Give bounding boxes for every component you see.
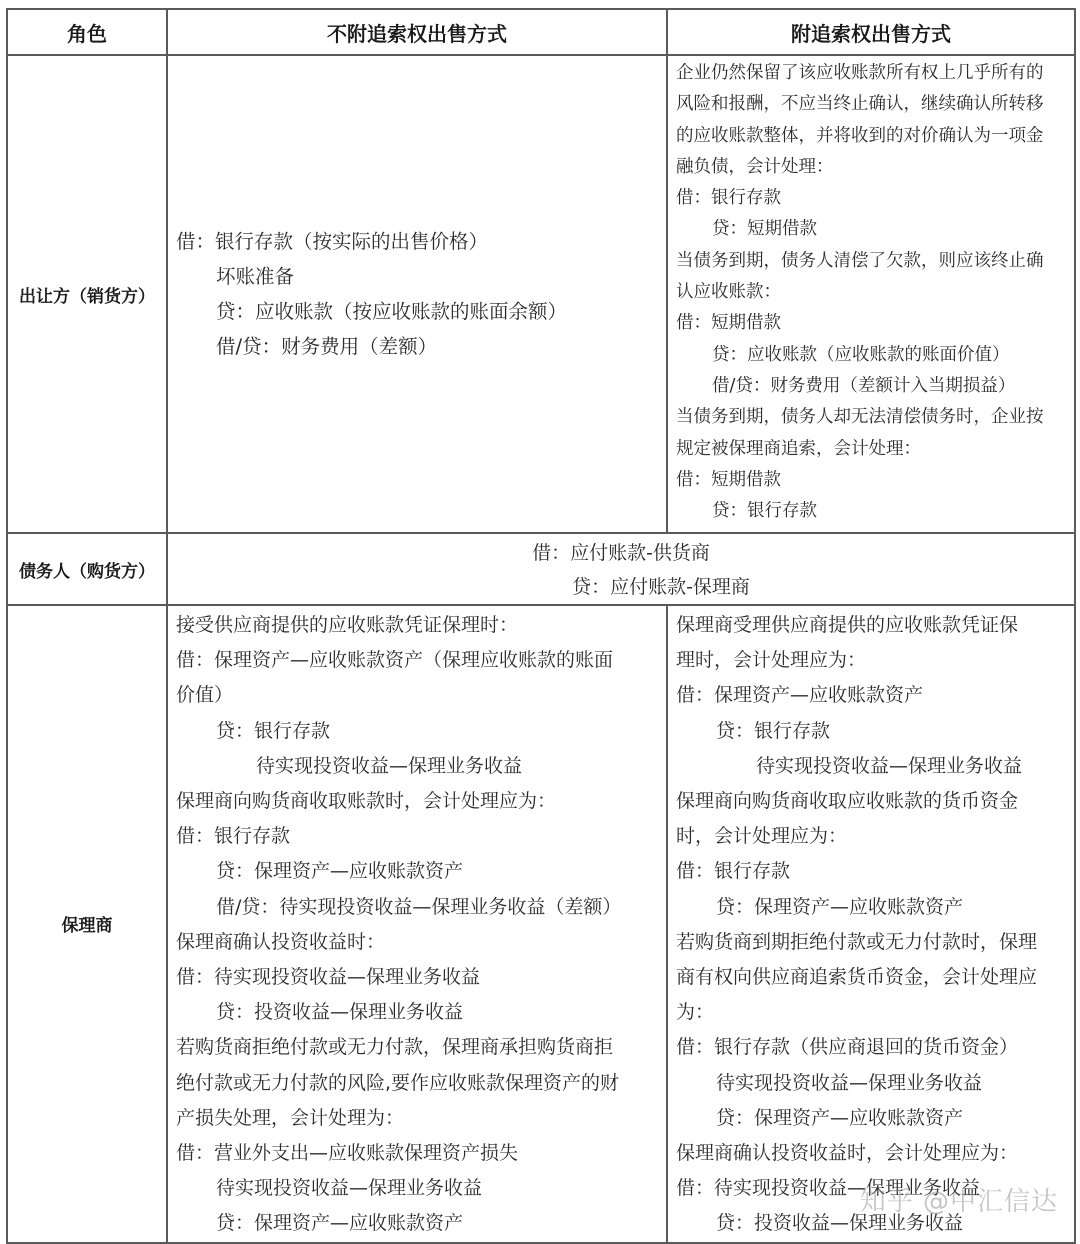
entry-line: 贷：投资收益—保理业务收益 — [716, 1212, 964, 1235]
debtor-entries-cell — [167, 533, 1075, 605]
entry-line: 保理商向购货商收取账款时，会计处理应为： — [176, 790, 557, 813]
header-with-recourse: 附追索权出售方式 — [667, 9, 1075, 55]
accounting-table — [6, 8, 1076, 1244]
debtor-row — [7, 533, 1075, 605]
entry-line: 借：营业外支出—应收账款保理资产损失 — [176, 1142, 519, 1165]
entry-line: 借/贷：待实现投资收益—保理业务收益（差额） — [216, 895, 622, 918]
entry-line: 待实现投资收益—保理业务收益 — [256, 754, 523, 777]
entry-line: 保理商受理供应商提供的应收账款凭证保 — [676, 614, 1019, 636]
zhihu-watermark: 知乎 @中汇信达 — [859, 1187, 1058, 1217]
entry-line: 融负债，会计处理： — [676, 156, 834, 177]
header-role: 角色 — [7, 9, 167, 55]
entry-line: 理时，会计处理应为： — [676, 649, 867, 672]
entry-line: 借：保理资产—应收账款资产（保理应收账款的账面 — [176, 649, 614, 672]
entry-line: 借：银行存款 — [176, 825, 291, 848]
entry-line: 保理商向购货商收取应收账款的货币资金 — [676, 790, 1019, 813]
entry-line: 借：保理资产—应收账款资产 — [676, 684, 924, 707]
entry-line: 待实现投资收益—保理业务收益 — [756, 754, 1023, 777]
seller-no-recourse-entries — [168, 224, 666, 365]
entry-line: 借：待实现投资收益—保理业务收益 — [676, 1177, 981, 1200]
entry-line: 的应收账款整体，并将收到的对价确认为一项金 — [676, 125, 1044, 146]
entry-line: 借：待实现投资收益—保理业务收益 — [176, 966, 481, 989]
factor-no-recourse-entries — [168, 606, 666, 1242]
seller-row — [7, 55, 1075, 533]
factor-role: 保理商 — [7, 605, 167, 1243]
entry-line: 时，会计处理应为： — [676, 825, 848, 848]
entry-line: 保理商确认投资收益时，会计处理应为： — [676, 1142, 1019, 1165]
debtor-entries — [168, 534, 1074, 604]
entry-line: 商有权向供应商追索货币资金，会计处理应 — [676, 966, 1038, 989]
entry-line: 借：银行存款 — [676, 860, 791, 883]
entry-line: 规定被保理商追索，会计处理： — [676, 438, 921, 459]
entry-line: 风险和报酬，不应当终止确认，继续确认所转移 — [676, 94, 1044, 115]
entry-line: 贷：保理资产—应收账款资产 — [216, 1212, 464, 1235]
entry-line: 借：银行存款 — [676, 188, 781, 209]
entry-line: 保理商确认投资收益时： — [176, 930, 386, 953]
entry-line: 借：银行存款（按实际的出售价格） — [176, 229, 489, 253]
entry-line: 贷：银行存款 — [716, 719, 831, 742]
factor-row — [7, 605, 1075, 1243]
entry-line: 借/贷：财务费用（差额计入当期损益） — [712, 375, 1016, 396]
entry-line: 待实现投资收益—保理业务收益 — [216, 1177, 483, 1200]
entry-line: 借/贷：财务费用（差额） — [216, 335, 438, 359]
entry-line: 当债务到期，债务人清偿了欠款，则应该终止确 — [676, 250, 1044, 271]
seller-role: 出让方（销货方） — [7, 55, 167, 533]
entry-line: 企业仍然保留了该应收账款所有权上几乎所有的 — [676, 63, 1044, 83]
entry-line: 若购货商到期拒绝付款或无力付款时，保理 — [676, 930, 1038, 953]
entry-line: 贷：应付账款-保理商 — [572, 576, 750, 598]
entry-line: 为： — [676, 1001, 715, 1024]
entry-line: 贷：短期借款 — [712, 219, 817, 240]
debtor-role: 债务人（购货方） — [7, 533, 167, 605]
entry-line: 价值） — [176, 684, 234, 707]
entry-line: 当债务到期，债务人却无法清偿债务时，企业按 — [676, 407, 1044, 428]
entry-line: 贷：银行存款 — [216, 719, 331, 742]
entry-line: 若购货商拒绝付款或无力付款，保理商承担购货商拒 — [176, 1036, 614, 1059]
entry-line: 贷：应收账款（应收账款的账面价值） — [712, 344, 1010, 365]
entry-line: 借：应付账款-供货商 — [532, 542, 710, 564]
entry-line: 待实现投资收益—保理业务收益 — [716, 1071, 983, 1094]
factor-no-recourse-cell — [167, 605, 667, 1243]
seller-with-recourse-entries — [668, 56, 1074, 527]
entry-line: 接受供应商提供的应收账款凭证保理时： — [176, 614, 519, 636]
entry-line: 认应收账款： — [676, 282, 781, 303]
entry-line: 坏账准备 — [216, 264, 295, 288]
factor-with-recourse-entries — [668, 606, 1074, 1242]
factor-with-recourse-cell — [667, 605, 1075, 1243]
header-row — [7, 9, 1075, 55]
entry-line: 贷：应收账款（按应收账款的账面余额） — [216, 300, 568, 323]
entry-line: 贷：银行存款 — [712, 501, 817, 522]
entry-line: 贷：保理资产—应收账款资产 — [716, 895, 964, 918]
entry-line: 贷：保理资产—应收账款资产 — [216, 860, 464, 883]
entry-line: 绝付款或无力付款的风险,要作应收账款保理资产的财 — [176, 1071, 620, 1094]
entry-line: 借：短期借款 — [676, 313, 781, 334]
seller-no-recourse-cell — [167, 55, 667, 533]
seller-with-recourse-cell — [667, 55, 1075, 533]
entry-line: 借：短期借款 — [676, 469, 781, 490]
entry-line: 产损失处理，会计处理为： — [176, 1106, 405, 1129]
entry-line: 借：银行存款（供应商退回的货币资金） — [676, 1036, 1019, 1059]
entry-line: 贷：投资收益—保理业务收益 — [216, 1001, 464, 1024]
header-no-recourse: 不附追索权出售方式 — [167, 9, 667, 55]
entry-line: 贷：保理资产—应收账款资产 — [716, 1106, 964, 1129]
